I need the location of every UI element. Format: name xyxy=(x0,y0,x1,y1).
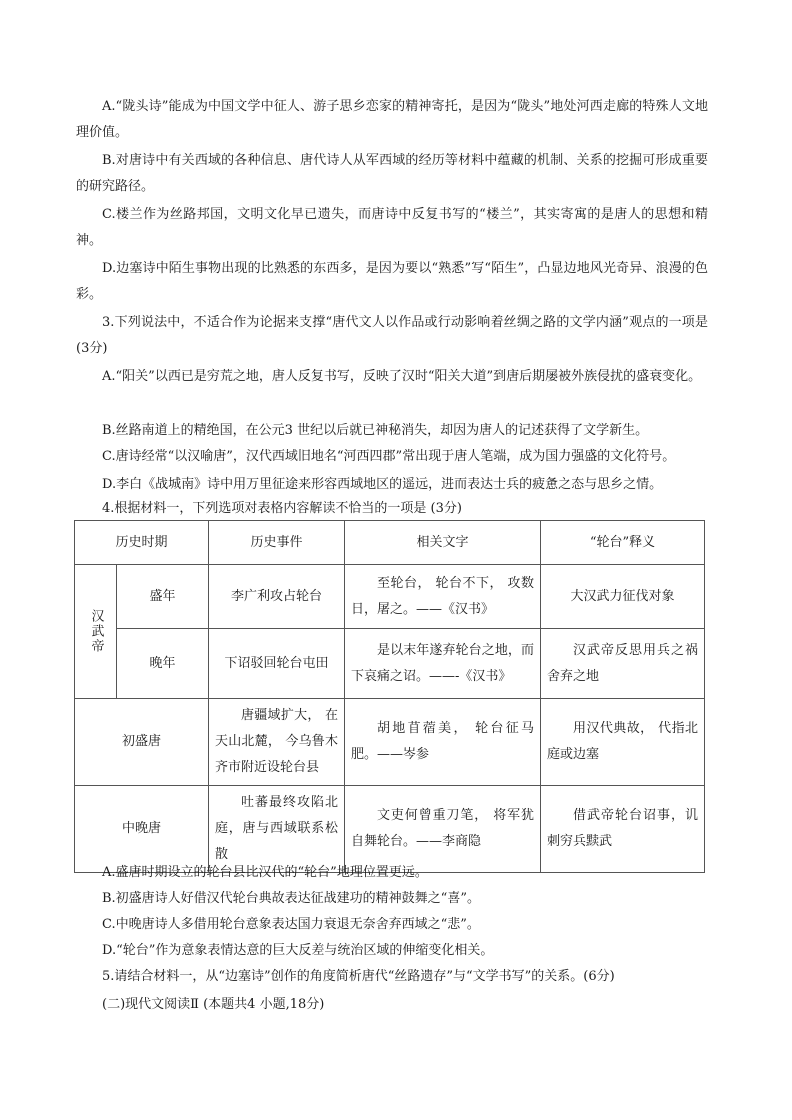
period-cell: 中晚唐 xyxy=(75,786,209,873)
header-meaning: “轮台”释义 xyxy=(541,521,705,565)
q3-option-d: D.李白《战城南》诗中用万里征途来形容西域地区的遥远，进而表达士兵的疲惫之态与思乡之情。 xyxy=(102,477,663,492)
period-cell: 初盛唐 xyxy=(75,699,209,786)
rundai-table xyxy=(74,520,705,873)
table-header-row xyxy=(75,521,705,565)
text-cell: 至轮台， 轮台不下， 攻数日，屠之。——《汉书》 xyxy=(345,565,541,629)
wudi-cell xyxy=(75,565,117,699)
meaning-cell: 汉武帝反思用兵之祸舍弃之地 xyxy=(541,629,705,699)
text-cell: 是以末年遂弃轮台之地，而下哀痛之诏。——-《汉书》 xyxy=(345,629,541,699)
period-cell: 盛年 xyxy=(117,565,209,629)
event-cell: 吐蕃最终攻陷北庭，唐与西域联系松散 xyxy=(209,786,345,873)
text-cell: 胡地苜蓿美， 轮台征马肥。——岑参 xyxy=(345,699,541,786)
q4-option-d: D.“轮台”作为意象表情达意的巨大反差与统治区域的伸缩变化相关。 xyxy=(102,943,494,958)
event-cell: 下诏驳回轮台屯田 xyxy=(209,629,345,699)
section-heading: (二)现代文阅读Ⅱ (本题共4 小题,18分) xyxy=(102,997,325,1012)
q2-option-d: D.边塞诗中陌生事物出现的比熟悉的东西多，是因为要以“熟悉”写“陌生”，凸显边地风光奇异、浪漫的色彩。 xyxy=(76,261,708,302)
wudi-label: 汉武帝 xyxy=(88,609,104,654)
period-cell: 晚年 xyxy=(117,629,209,699)
header-period: 历史时期 xyxy=(75,521,209,565)
q3-option-a: A.“阳关”以西已是穷荒之地，唐人反复书写，反映了汉时“阳关大道”到唐后期屡被外族侵扰的盛衰变化。 xyxy=(102,369,702,384)
q5-stem: 5.请结合材料一，从“边塞诗”创作的角度简析唐代“丝路遗存”与“文学书写”的关系。(6分) xyxy=(102,969,615,984)
event-cell: 唐疆域扩大， 在天山北麓， 今乌鲁木齐市附近设轮台县 xyxy=(209,699,345,786)
q3-option-c: C.唐诗经常“以汉喻唐”，汉代西域旧地名“河西四郡”常出现于唐人笔端，成为国力强盛的文化符号。 xyxy=(102,449,676,464)
meaning-cell: 借武帝轮台诏事，讥刺穷兵黩武 xyxy=(541,786,705,873)
meaning-cell: 大汉武力征伐对象 xyxy=(541,565,705,629)
meaning-cell: 用汉代典故， 代指北庭或边塞 xyxy=(541,699,705,786)
q4-option-b: B.初盛唐诗人好借汉代轮台典故表达征战建功的精神鼓舞之“喜”。 xyxy=(102,891,480,906)
table-row xyxy=(75,565,705,629)
header-event: 历史事件 xyxy=(209,521,345,565)
text-cell: 文吏何曾重刀笔， 将军犹自舞轮台。——李商隐 xyxy=(345,786,541,873)
q2-option-a: A.“陇头诗”能成为中国文学中征人、游子思乡恋家的精神寄托，是因为“陇头”地处河西走廊的特殊人文地理价值。 xyxy=(76,99,708,140)
table-row xyxy=(75,629,705,699)
table-row xyxy=(75,699,705,786)
event-cell: 李广利攻占轮台 xyxy=(209,565,345,629)
q2-option-c: C.楼兰作为丝路邦国，文明文化早已遗失，而唐诗中反复书写的“楼兰”，其实寄寓的是唐人的思想和精神。 xyxy=(76,207,708,248)
q4-stem: 4.根据材料一，下列选项对表格内容解读不恰当的一项是 (3分) xyxy=(102,501,462,516)
q4-option-c: C.中晚唐诗人多借用轮台意象表达国力衰退无奈舍弃西域之“悲”。 xyxy=(102,917,480,932)
q4-option-a: A.盛唐时期设立的轮台县比汉代的“轮台”地理位置更远。 xyxy=(102,865,428,880)
q2-option-b: B.对唐诗中有关西域的各种信息、唐代诗人从军西域的经历等材料中蕴藏的机制、关系的挖掘可形成重要的研究路径。 xyxy=(76,153,708,194)
header-text: 相关文字 xyxy=(345,521,541,565)
q3-option-b: B.丝路南道上的精绝国，在公元3 世纪以后就已神秘消失，却因为唐人的记述获得了文学新生。 xyxy=(102,423,649,438)
q3-stem: 3.下列说法中，不适合作为论据来支撑“唐代文人以作品或行动影响着丝绸之路的文学内涵”观点的一项是 (3分) xyxy=(76,315,708,356)
